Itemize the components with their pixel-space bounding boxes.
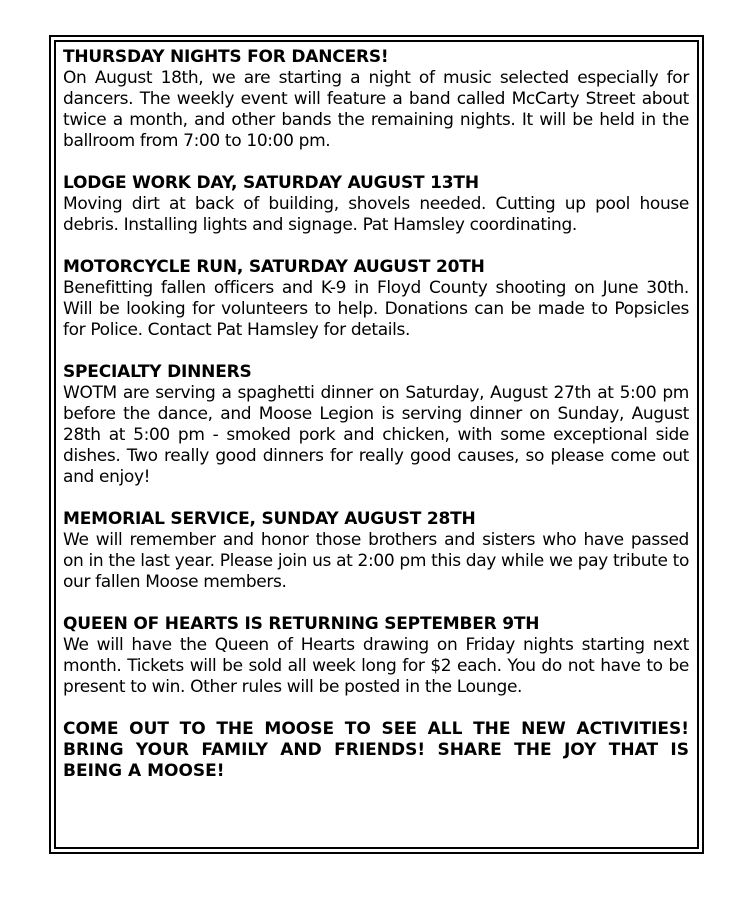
section-body: Moving dirt at back of building, shovels needed. Cutting up pool house debris. Installing lights and signage. Pat Hamsley coordinating. xyxy=(63,194,689,235)
section-heading: QUEEN OF HEARTS IS RETURNING SEPTEMBER 9TH xyxy=(63,614,540,634)
section-motorcycle-run xyxy=(63,257,689,341)
section-specialty-dinners xyxy=(63,362,689,488)
section-body: On August 18th, we are starting a night of music selected especially for dancers. The weekly event will feature a band called McCarty Street about twice a month, and other bands the remaining nights. It will be held in the ballroom from 7:00 to 10:00 pm. xyxy=(63,68,689,151)
section-heading: LODGE WORK DAY, SATURDAY AUGUST 13TH xyxy=(63,173,479,193)
section-memorial-service xyxy=(63,509,689,593)
section-body: WOTM are serving a spaghetti dinner on Saturday, August 27th at 5:00 pm before the dance, and Moose Legion is serving dinner on Sunday, August 28th at 5:00 pm - smoked pork and chicken, with some exceptional side dishes. Two really good dinners for really good causes, so please come out and enjoy! xyxy=(63,383,689,487)
section-heading: SPECIALTY DINNERS xyxy=(63,362,252,382)
newsletter-content xyxy=(63,47,689,782)
section-heading: THURSDAY NIGHTS FOR DANCERS! xyxy=(63,47,389,67)
section-thursday-dancers xyxy=(63,47,689,152)
section-body: We will remember and honor those brothers and sisters who have passed on in the last year. Please join us at 2:00 pm this day while we pay tribute to our fallen Moose members. xyxy=(63,530,689,592)
section-heading: MEMORIAL SERVICE, SUNDAY AUGUST 28TH xyxy=(63,509,476,529)
section-heading: MOTORCYCLE RUN, SATURDAY AUGUST 20TH xyxy=(63,257,485,277)
section-body: Benefitting fallen officers and K-9 in Floyd County shooting on June 30th. Will be looking for volunteers to help. Donations can be made to Popsicles for Police. Contact Pat Hamsley for details. xyxy=(63,278,689,340)
section-queen-of-hearts xyxy=(63,614,689,698)
section-lodge-work-day xyxy=(63,173,689,236)
closing-message: COME OUT TO THE MOOSE TO SEE ALL THE NEW ACTIVITIES! BRING YOUR FAMILY AND FRIENDS! SHARE THE JOY THAT IS BEING A MOOSE! xyxy=(63,719,689,781)
section-body: We will have the Queen of Hearts drawing on Friday nights starting next month. Tickets will be sold all week long for $2 each. You do not have to be present to win. Other rules will be posted in the Lounge. xyxy=(63,635,689,697)
